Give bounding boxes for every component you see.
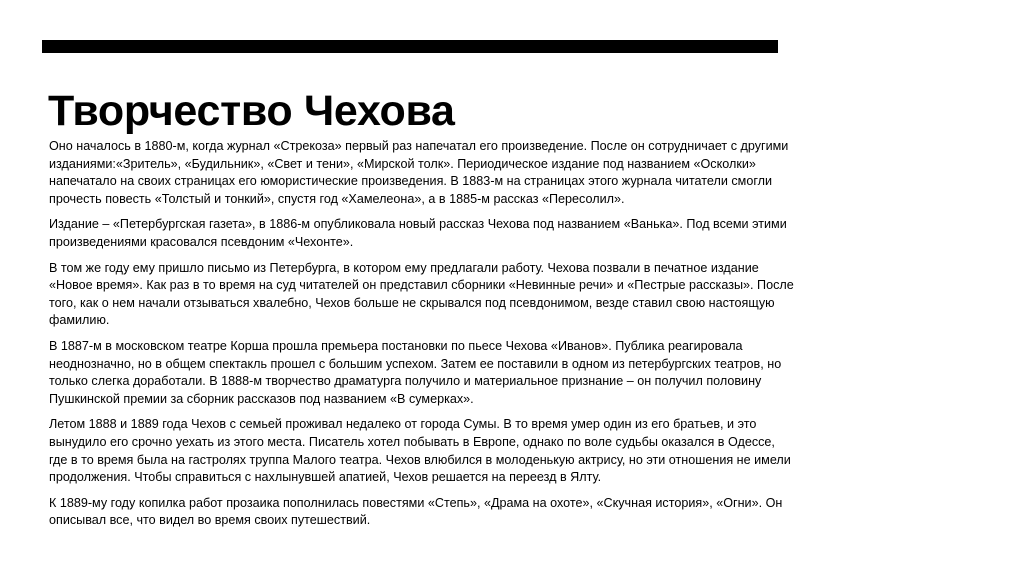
paragraph-4: В 1887-м в московском театре Корша прошла премьера постановки по пьесе Чехова «Иванов». Публика реагировала неоднозначно, но в общем спектакль прошел с большим успехом. Затем ее поставили в одном из петербургских театров, но только слегка доработали. В 1888-м творчество драматурга получило и материальное признание – он получил половину Пушкинской премии за сборник рассказов под названием «В сумерках». xyxy=(49,338,782,406)
paragraph-6: К 1889-му году копилка работ прозаика пополнилась повестями «Степь», «Драма на охоте», «Скучная история», «Огни». Он описывал все, что видел во время своих путешествий. xyxy=(49,495,783,528)
top-accent-bar xyxy=(42,40,778,53)
slide-title: Творчество Чехова xyxy=(48,87,455,135)
paragraph-2: Издание – «Петербургская газета», в 1886-м опубликовала новый рассказ Чехова под названием «Ванька». Под всеми этими произведениями красовался псевдоним «Чехонте». xyxy=(49,217,787,249)
paragraph-5: Летом 1888 и 1889 года Чехов с семьей проживал недалеко от города Сумы. В то время умер один из его братьев, и это вынудило его срочно уехать из этого места. Писатель хотел побывать в Европе, однако по воле судьбы оказался в Одессе, где в то время была на гастролях труппа Малого театра. Чехов влюбился в молоденькую актрису, но эти отношения не имели продолжения. Чтобы справиться с нахлынувшей апатией, Чехов решается на переезд в Ялту. xyxy=(49,417,791,485)
paragraph-3: В том же году ему пришло письмо из Петербурга, в котором ему предлагали работу. Чехова позвали в печатное издание «Новое время». Как раз в то время на суд читателей он представил сборники «Невинные речи» и «Пестрые рассказы». После того, как о нем начали отзываться хвалебно, Чехов больше не скрывался под псевдонимом, везде ставил свою настоящую фамилию. xyxy=(49,260,794,328)
paragraph-1: Оно началось в 1880-м, когда журнал «Стрекоза» первый раз напечатал его произведение. После он сотрудничает с другими изданиями:«Зритель», «Будильник», «Свет и тени», «Мирской толк». Периодическое издание под названием «Осколки» напечатало на своих страницах его юмористические произведения. В 1883-м на страницах этого журнала читатели смогли прочесть повесть «Толстый и тонкий», спустя год «Хамелеона», а в 1885-м рассказ «Пересолил». xyxy=(49,139,789,206)
slide-body xyxy=(49,138,794,538)
